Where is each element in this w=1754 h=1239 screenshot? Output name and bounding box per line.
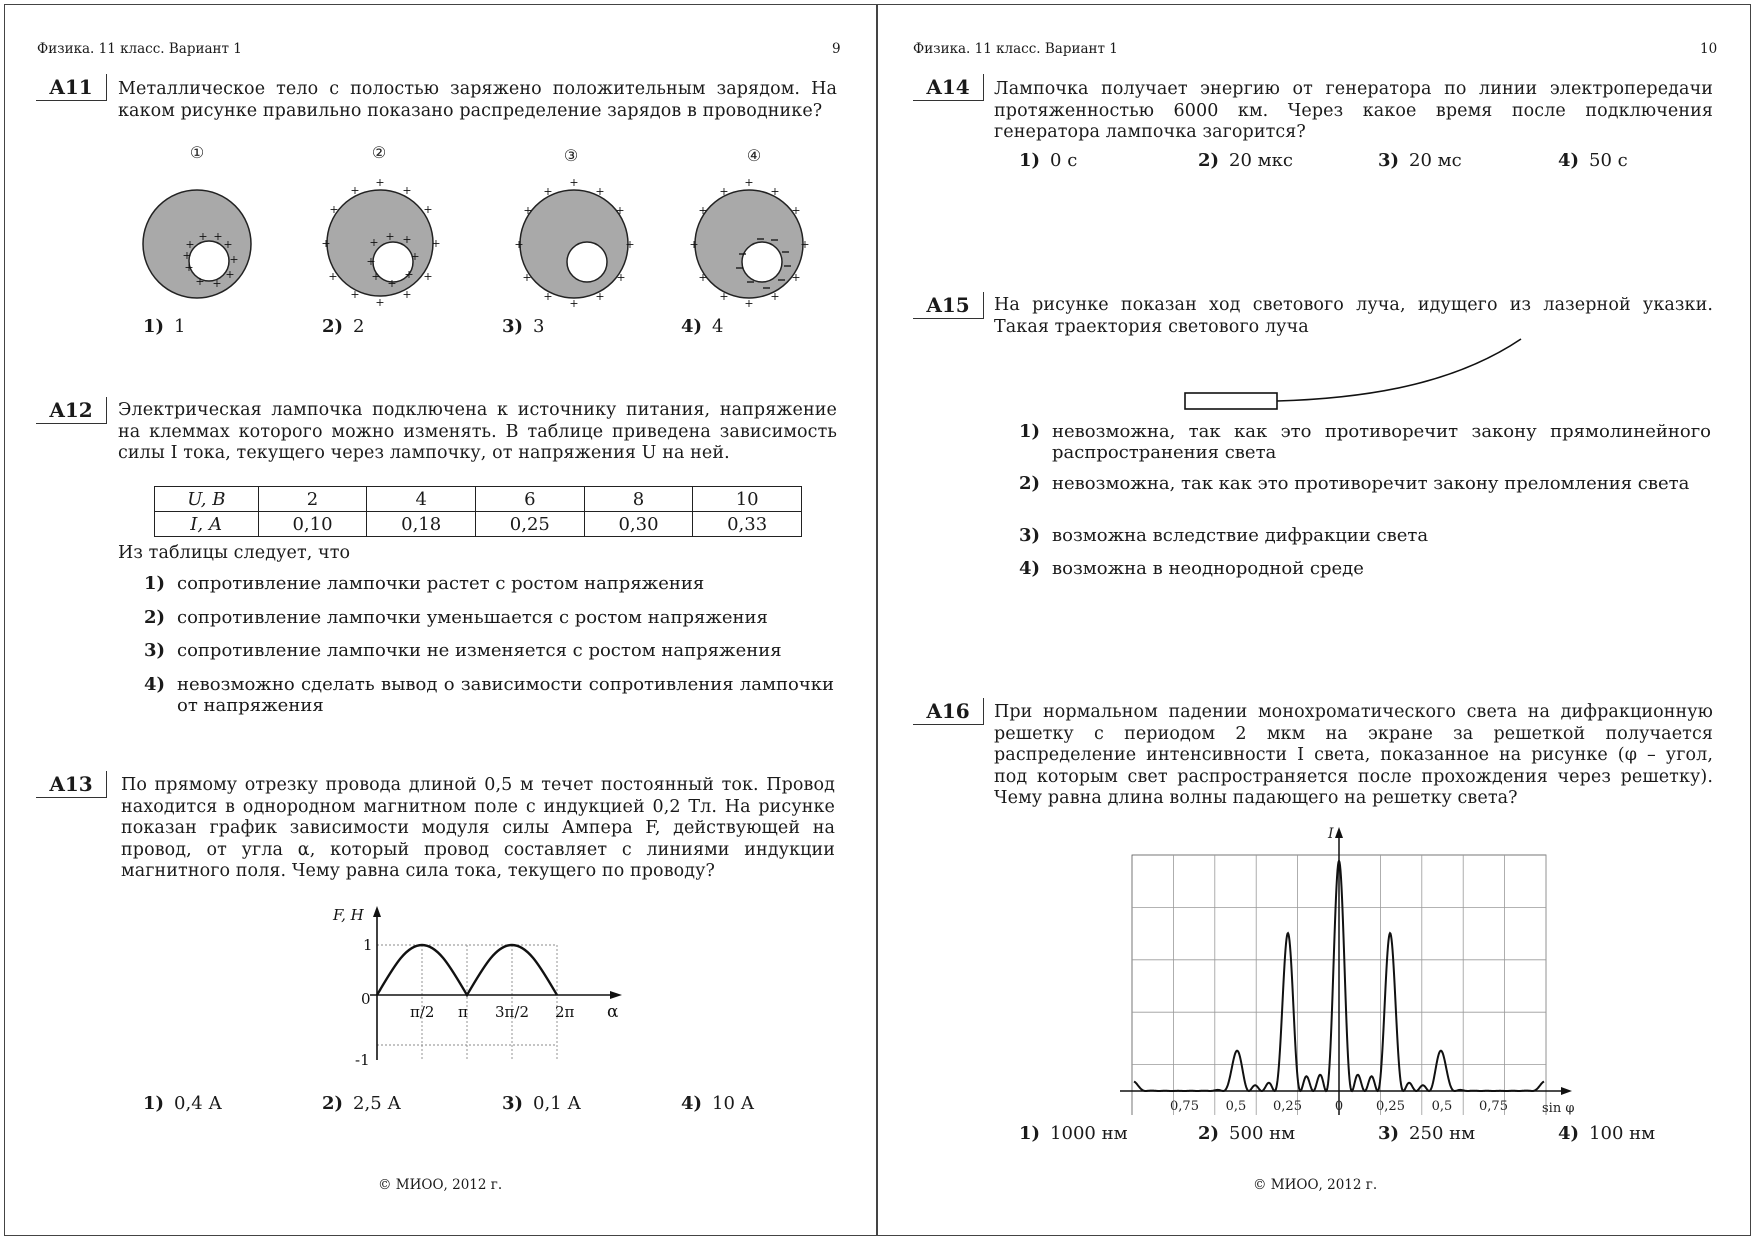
a11-fig-label-1: ① (189, 143, 205, 162)
a11-number: A11 (36, 74, 107, 101)
svg-text:+: + (689, 238, 699, 251)
a16-number: A16 (913, 698, 984, 725)
a13-x-tick: π (458, 1003, 468, 1021)
a11-option-3[interactable]: 3) 3 (502, 316, 545, 337)
svg-text:+: + (366, 255, 376, 268)
svg-text:+: + (402, 288, 412, 301)
svg-text:+: + (350, 288, 360, 301)
a14-option-2[interactable]: 2) 20 мкс (1198, 150, 1294, 171)
a16-x-tick-label: 0 (1334, 1099, 1344, 1114)
svg-text:+: + (410, 250, 420, 263)
svg-text:+: + (770, 290, 780, 303)
svg-text:+: + (195, 275, 205, 288)
a12-option-2[interactable]: 2) сопротивление лампочки уменьшается с ростом напряжения (144, 607, 768, 628)
a12-table-row-label: I, А (155, 512, 259, 537)
a12-number: A12 (36, 397, 107, 424)
svg-text:+: + (543, 185, 553, 198)
svg-text:+: + (770, 185, 780, 198)
svg-text:+: + (184, 261, 194, 274)
a13-option-1[interactable]: 1) 0,4 А (143, 1093, 223, 1114)
a16-option-2[interactable]: 2) 500 нм (1198, 1123, 1296, 1144)
light-ray (1277, 339, 1521, 401)
svg-text:+: + (212, 277, 222, 290)
svg-text:+: + (185, 238, 195, 251)
svg-text:+: + (321, 237, 331, 250)
svg-text:+: + (791, 271, 801, 284)
a11-figure-4 (689, 176, 809, 310)
svg-text:+: + (375, 296, 385, 309)
a13-x-tick: 2π (555, 1003, 575, 1021)
svg-text:+: + (744, 297, 754, 310)
a14-option-1[interactable]: 1) 0 с (1019, 150, 1078, 171)
svg-text:+: + (328, 270, 338, 283)
laser-pointer (1185, 393, 1277, 409)
a16-x-tick-label: 0,75 (1479, 1099, 1508, 1114)
a12-table-cell: 0,33 (693, 512, 802, 537)
svg-text:+: + (213, 230, 223, 243)
left-header-title: Физика. 11 класс. Вариант 1 (37, 41, 242, 57)
a12-table-cell: 0,30 (584, 512, 693, 537)
a12-table-cell: 0,18 (367, 512, 476, 537)
svg-text:+: + (522, 271, 532, 284)
svg-text:+: + (225, 268, 235, 281)
a14-question-text: Лампочка получает энергию от генератора по линии электропередачи протяженностью 6000 км. Через какое время после подключения генератора лампочка загорится? (994, 79, 1713, 142)
a12-table-cell: 0,10 (258, 512, 367, 537)
a12-table-cell: 2 (258, 487, 367, 512)
a11-fig-label-4: ④ (746, 146, 762, 165)
a13-graph (325, 900, 635, 1075)
svg-text:+: + (402, 184, 412, 197)
a11-figures (130, 140, 830, 315)
svg-text:+: + (375, 176, 385, 189)
a12-table-row-i (155, 512, 802, 537)
svg-text:+: + (625, 238, 635, 251)
a16-option-1[interactable]: 1) 1000 нм (1019, 1123, 1128, 1144)
a13-option-2[interactable]: 2) 2,5 А (322, 1093, 402, 1114)
a12-data-table (154, 486, 802, 537)
a16-x-tick-label: 0,25 (1273, 1099, 1302, 1114)
svg-text:+: + (719, 290, 729, 303)
a13-y-axis-label: F, Н (333, 906, 364, 924)
svg-text:+: + (698, 204, 708, 217)
right-footer: © МИОО, 2012 г. (1253, 1177, 1378, 1193)
svg-text:+: + (514, 238, 524, 251)
svg-text:+: + (329, 203, 339, 216)
svg-text:+: + (615, 204, 625, 217)
a16-x-tick-label: 0,5 (1225, 1099, 1247, 1114)
svg-text:+: + (543, 290, 553, 303)
a11-question-text: Металлическое тело с полостью заряжено положительным зарядом. На каком рисунке правильно показано распределение зарядов в проводнике? (118, 79, 837, 121)
a14-option-4[interactable]: 4) 50 с (1558, 150, 1628, 171)
a15-laser-figure (1180, 330, 1530, 410)
a13-y-tick: 1 (363, 936, 373, 954)
a16-question-text: При нормальном падении монохроматического света на дифракционную решетку с периодом 2 мкм на экране за решеткой получается распределение интенсивности I света, показанное на рисунке (φ – угол, под которым свет распространяется после прохождения через решетку). Чему равна длина волны падающего на решетку света? (994, 702, 1713, 808)
svg-text:+: + (595, 290, 605, 303)
svg-text:+: + (404, 268, 414, 281)
svg-text:+: + (223, 238, 233, 251)
right-page-number: 10 (1700, 41, 1718, 57)
left-footer: © МИОО, 2012 г. (378, 1177, 503, 1193)
a13-option-3[interactable]: 3) 0,1 А (502, 1093, 582, 1114)
a15-option-3[interactable]: 3) возможна вследствие дифракции света (1019, 525, 1429, 546)
svg-text:+: + (369, 236, 379, 249)
a12-question-text: Электрическая лампочка подключена к источнику питания, напряжение на клеммах которого можно изменять. В таблице приведена зависимость силы I тока, текущего через лампочку, от напряжения U на ней. (118, 400, 837, 463)
svg-text:+: + (385, 230, 395, 243)
a13-option-4[interactable]: 4) 10 А (681, 1093, 755, 1114)
a14-number: A14 (913, 74, 984, 101)
a11-figure-2 (321, 176, 440, 309)
svg-text:+: + (431, 237, 441, 250)
a12-table-cell: 10 (693, 487, 802, 512)
svg-text:+: + (569, 176, 579, 189)
a11-option-4[interactable]: 4) 4 (681, 316, 724, 337)
a13-question-text: По прямому отрезку провода длиной 0,5 м течет постоянный ток. Провод находится в однородном магнитном поле с индукцией 0,2 Тл. На рисунке показан график зависимости модуля силы Ампера F, действующей на провод, от угла α, который провод составляет с линиями индукции магнитного поля. Чему равна сила тока, текущего по проводу? (121, 775, 835, 881)
a11-figure-1 (143, 190, 251, 298)
a12-table-cell: 8 (584, 487, 693, 512)
svg-text:+: + (198, 230, 208, 243)
svg-text:+: + (744, 176, 754, 189)
svg-text:+: + (595, 185, 605, 198)
a16-x-axis-label: sin φ (1542, 1101, 1575, 1115)
svg-text:+: + (569, 297, 579, 310)
svg-text:+: + (800, 238, 810, 251)
a11-fig-label-2: ② (371, 143, 387, 162)
svg-text:+: + (423, 270, 433, 283)
a16-y-axis-label: I (1328, 826, 1334, 842)
a16-x-tick-label: 0,25 (1376, 1099, 1405, 1114)
a14-option-3[interactable]: 3) 20 мс (1378, 150, 1462, 171)
a15-option-4[interactable]: 4) возможна в неоднородной среде (1019, 558, 1364, 579)
a13-x-tick: π/2 (410, 1003, 435, 1021)
a15-option-2[interactable]: 2) невозможна, так как это противоречит закону преломления света (1019, 473, 1690, 494)
svg-text:+: + (371, 270, 381, 283)
a13-number: A13 (36, 771, 107, 798)
svg-text:+: + (616, 271, 626, 284)
a16-x-tick-label: 0,5 (1431, 1099, 1453, 1114)
svg-text:+: + (423, 203, 433, 216)
a11-figure-3 (514, 176, 634, 310)
a15-number: A15 (913, 292, 984, 319)
a11-option-2[interactable]: 2) 2 (322, 316, 365, 337)
a13-y-tick: 0 (361, 990, 371, 1008)
a12-table-row-u (155, 487, 802, 512)
a13-x-axis-label: α (607, 1002, 619, 1022)
a12-table-cell: 0,25 (476, 512, 585, 537)
svg-text:+: + (791, 204, 801, 217)
svg-text:+: + (523, 204, 533, 217)
a13-y-tick: -1 (355, 1051, 370, 1069)
a11-fig-label-3: ③ (563, 146, 579, 165)
svg-text:+: + (182, 249, 192, 262)
a13-x-tick: 3π/2 (495, 1003, 529, 1021)
svg-text:+: + (698, 271, 708, 284)
svg-text:+: + (350, 184, 360, 197)
a12-table-cell: 4 (367, 487, 476, 512)
svg-text:+: + (402, 233, 412, 246)
a12-table-cell: 6 (476, 487, 585, 512)
a12-option-1[interactable]: 1) сопротивление лампочки растет с ростом напряжения (144, 573, 705, 594)
a16-graph (1110, 825, 1580, 1115)
svg-text:+: + (719, 185, 729, 198)
a16-option-3[interactable]: 3) 250 нм (1378, 1123, 1476, 1144)
a12-lead-text: Из таблицы следует, что (118, 543, 351, 563)
a16-x-tick-label: 0,75 (1170, 1099, 1199, 1114)
a12-option-3[interactable]: 3) сопротивление лампочки не изменяется с ростом напряжения (144, 640, 782, 661)
a12-option-4[interactable]: 4) невозможно сделать вывод о зависимости сопротивления лампочки от напряжения (144, 674, 834, 716)
right-header-title: Физика. 11 класс. Вариант 1 (913, 41, 1118, 57)
a11-option-1[interactable]: 1) 1 (143, 316, 186, 337)
left-page-number: 9 (832, 41, 841, 57)
a12-table-row-label: U, В (155, 487, 259, 512)
a16-option-4[interactable]: 4) 100 нм (1558, 1123, 1656, 1144)
svg-text:+: + (229, 253, 239, 266)
a15-option-1[interactable]: 1) невозможна, так как это противоречит закону прямолинейного распространения света (1019, 421, 1711, 463)
svg-text:+: + (387, 277, 397, 290)
a15-question-text: На рисунке показан ход светового луча, идущего из лазерной указки. Такая траектория светового луча (994, 295, 1713, 337)
